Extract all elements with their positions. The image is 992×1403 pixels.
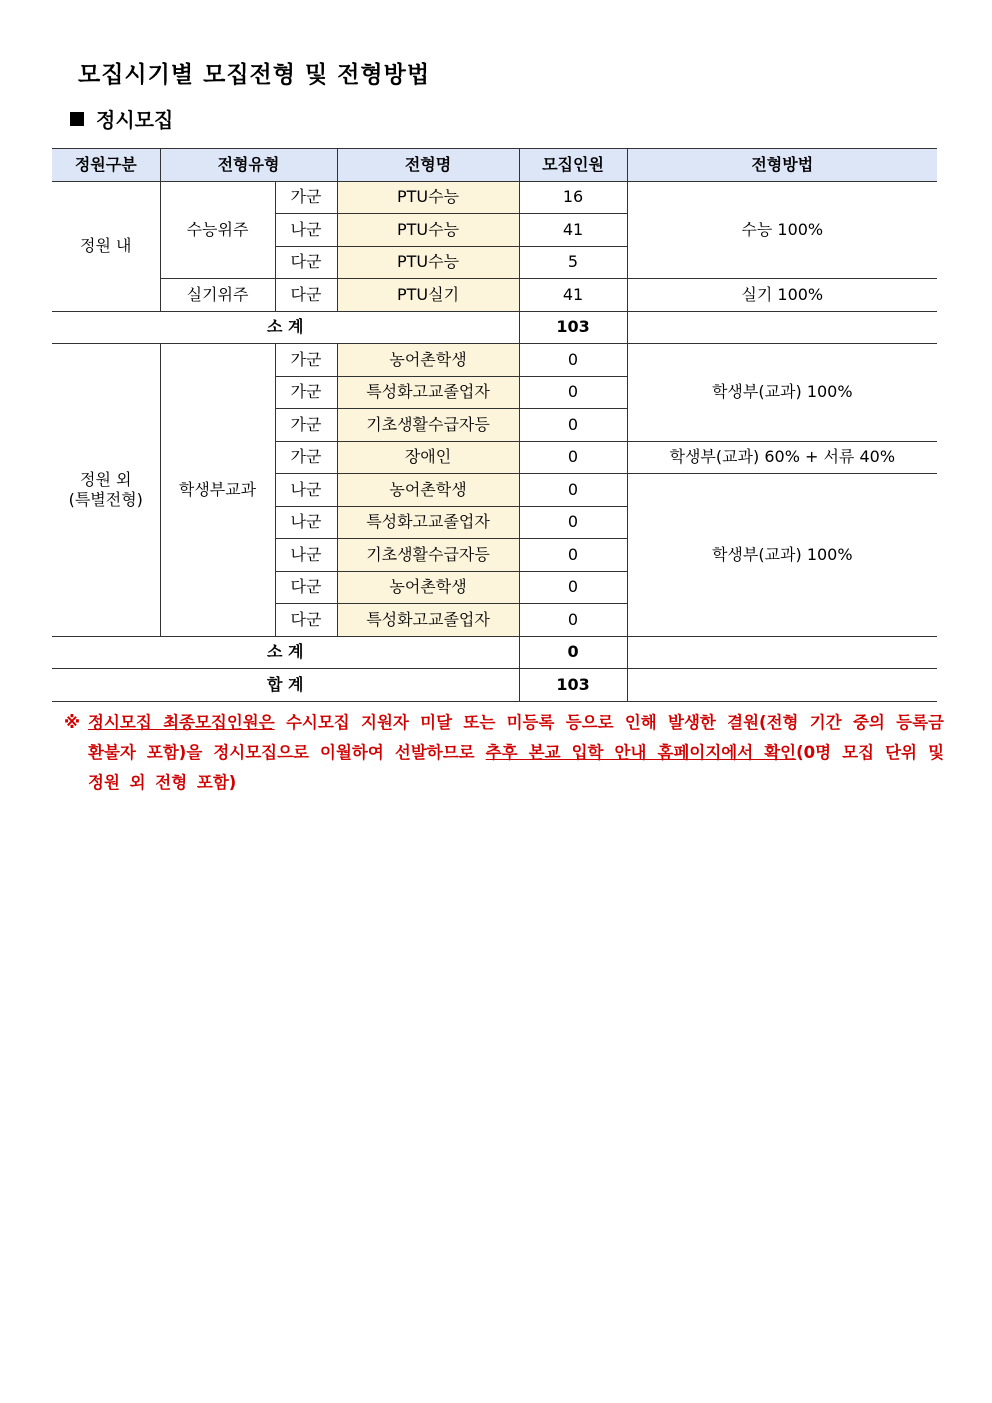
subtotal-row (52, 636, 937, 669)
practical-type-label: 실기위주 (160, 279, 275, 312)
admission-name-cell: 장애인 (337, 441, 519, 474)
total-row (52, 669, 937, 702)
admission-name-cell: 농어촌학생 (337, 474, 519, 507)
group-cell: 가군 (275, 409, 337, 442)
group-cell: 가군 (275, 344, 337, 377)
subtotal-row (52, 311, 937, 344)
admission-name-cell: 농어촌학생 (337, 344, 519, 377)
group-cell: 가군 (275, 441, 337, 474)
header-admission-name: 전형명 (337, 149, 519, 182)
group-cell: 나군 (275, 474, 337, 507)
section-heading (70, 104, 173, 133)
header-selection-method: 전형방법 (627, 149, 937, 182)
method-cell: 실기 100% (627, 279, 937, 312)
empty-cell (627, 311, 937, 344)
footnote-underlined-1: 정시모집 최종모집인원은 (88, 713, 275, 732)
quota-out-label-line1: 정원 외 (80, 469, 132, 489)
student-record-type-label: 학생부교과 (160, 344, 275, 637)
count-cell: 5 (519, 246, 627, 279)
count-cell: 0 (519, 409, 627, 442)
admission-name-cell: PTU수능 (337, 214, 519, 247)
method-cell: 학생부(교과) 100% (627, 474, 937, 637)
count-cell: 0 (519, 539, 627, 572)
count-cell: 0 (519, 441, 627, 474)
count-cell: 0 (519, 474, 627, 507)
count-cell: 0 (519, 376, 627, 409)
subtotal-value: 0 (519, 636, 627, 669)
method-cell: 학생부(교과) 60% + 서류 40% (627, 441, 937, 474)
admission-name-cell: 농어촌학생 (337, 571, 519, 604)
table-header-row (52, 149, 937, 182)
count-cell: 41 (519, 279, 627, 312)
total-label: 합 계 (52, 669, 519, 702)
header-admission-type: 전형유형 (160, 149, 337, 182)
quota-in-label: 정원 내 (52, 181, 160, 311)
count-cell: 0 (519, 604, 627, 637)
admission-name-cell: 특성화고교졸업자 (337, 376, 519, 409)
empty-cell (627, 636, 937, 669)
footnote-underlined-2: 추후 본교 입학 안내 홈페이지에서 확인 (485, 743, 797, 762)
count-cell: 0 (519, 506, 627, 539)
group-cell: 나군 (275, 539, 337, 572)
admission-name-cell: PTU실기 (337, 279, 519, 312)
empty-cell (627, 669, 937, 702)
method-cell: 학생부(교과) 100% (627, 344, 937, 442)
suneung-type-label: 수능위주 (160, 181, 275, 279)
section-label: 정시모집 (96, 108, 174, 132)
group-cell: 다군 (275, 571, 337, 604)
footnote-body (88, 708, 944, 798)
table-row (52, 181, 937, 214)
admission-name-cell: PTU수능 (337, 246, 519, 279)
admission-name-cell: PTU수능 (337, 181, 519, 214)
total-value: 103 (519, 669, 627, 702)
method-cell: 수능 100% (627, 181, 937, 279)
reference-mark-icon: ※ (64, 713, 81, 732)
quota-out-label-line2: (특별전형) (68, 489, 143, 509)
count-cell: 0 (519, 344, 627, 377)
count-cell: 0 (519, 571, 627, 604)
table-row (52, 344, 937, 377)
admission-name-cell: 특성화고교졸업자 (337, 604, 519, 637)
admission-name-cell: 기초생활수급자등 (337, 539, 519, 572)
subtotal-label: 소 계 (52, 636, 519, 669)
footnote (64, 708, 944, 798)
table-row (52, 279, 937, 312)
admission-name-cell: 특성화고교졸업자 (337, 506, 519, 539)
subtotal-value: 103 (519, 311, 627, 344)
page-title: 모집시기별 모집전형 및 전형방법 (78, 62, 431, 88)
quota-out-label (52, 344, 160, 637)
count-cell: 41 (519, 214, 627, 247)
group-cell: 나군 (275, 214, 337, 247)
footnote-text-1: 수시모집 지원자 미달 또는 미등록 등으로 인해 발생한 결원(전형 기간 중의 등록금 환불자 포함)을 정시모집으로 이월하여 선발하므로 (88, 713, 944, 762)
group-cell: 다군 (275, 604, 337, 637)
subtotal-label: 소 계 (52, 311, 519, 344)
admission-name-cell: 기초생활수급자등 (337, 409, 519, 442)
count-cell: 16 (519, 181, 627, 214)
group-cell: 다군 (275, 246, 337, 279)
square-bullet-icon (70, 112, 84, 126)
group-cell: 가군 (275, 376, 337, 409)
footnote-text-2: (0명 모집 단위 및 정원 외 전형 포함) (88, 743, 945, 792)
group-cell: 다군 (275, 279, 337, 312)
group-cell: 나군 (275, 506, 337, 539)
header-quota-category: 정원구분 (52, 149, 160, 182)
recruitment-table (52, 148, 937, 702)
header-recruit-count: 모집인원 (519, 149, 627, 182)
group-cell: 가군 (275, 181, 337, 214)
